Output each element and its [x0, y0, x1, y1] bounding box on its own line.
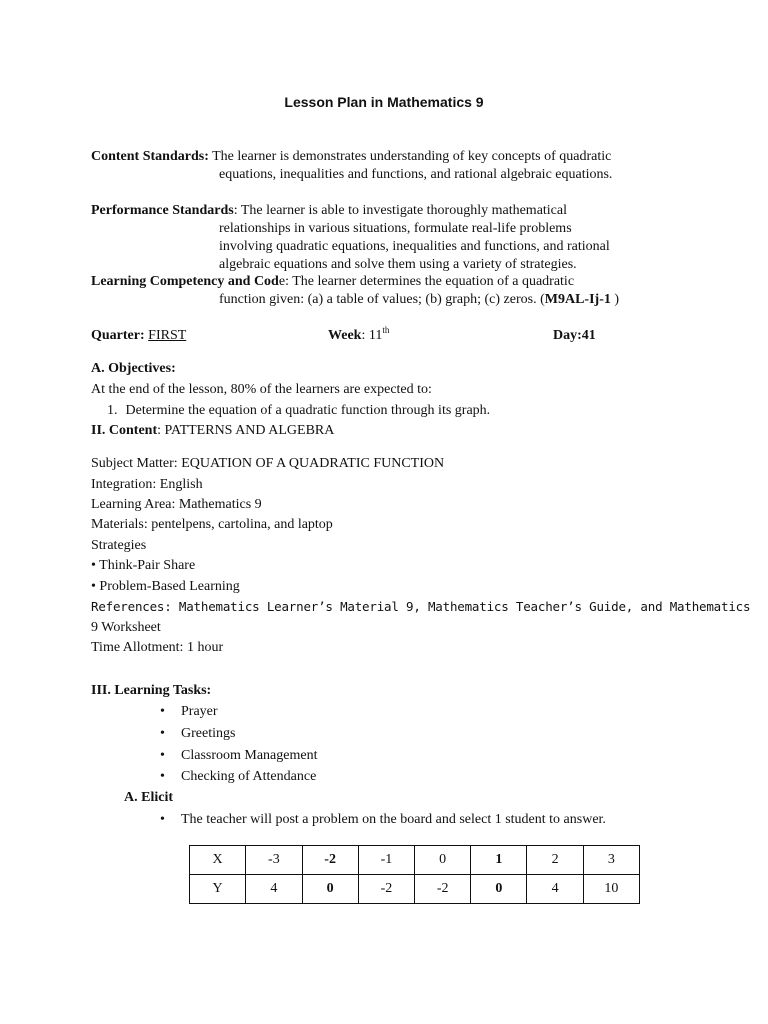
- bullet-icon: •: [160, 726, 165, 741]
- elicit-item-label: The teacher will post a problem on the board and select 1 student to answer.: [181, 812, 606, 827]
- elicit-item: [160, 810, 606, 830]
- objective-text: Determine the equation of a quadratic function through its graph.: [125, 403, 491, 418]
- table-row: [190, 846, 640, 875]
- y-cell: -2: [358, 875, 414, 904]
- list-item-label: Greetings: [181, 726, 236, 741]
- week-suffix: th: [382, 325, 390, 335]
- learning-competency: [91, 273, 691, 309]
- y-cell: 4: [246, 875, 302, 904]
- performance-standards-label: Performance Standards: [91, 203, 234, 218]
- list-item-label: Prayer: [181, 704, 218, 719]
- x-cell: 1: [471, 846, 527, 875]
- list-item: [160, 724, 236, 744]
- learning-area: Learning Area: Mathematics 9: [91, 497, 262, 512]
- y-cell: -2: [415, 875, 471, 904]
- integration: Integration: English: [91, 477, 203, 492]
- references: References: Mathematics Learner’s Material 9, Mathematics Teacher’s Guide, and Mathematics: [91, 599, 751, 614]
- content-standards-text-2: equations, inequalities and functions, and rational algebraic equations.: [219, 167, 613, 182]
- content-standards-text: The learner is demonstrates understanding of key concepts of quadratic: [208, 149, 612, 164]
- objectives-heading: A. Objectives:: [91, 361, 176, 376]
- strategy-item: • Think-Pair Share: [91, 558, 196, 573]
- y-cell: 0: [302, 875, 358, 904]
- subject-matter: Subject Matter: EQUATION OF A QUADRATIC FUNCTION: [91, 456, 445, 471]
- values-table: [189, 845, 640, 904]
- list-item: [160, 702, 218, 722]
- performance-standards-text: : The learner is able to investigate thoroughly mathematical: [233, 203, 568, 218]
- content-value: : PATTERNS AND ALGEBRA: [157, 423, 335, 438]
- strategy-item: • Problem-Based Learning: [91, 579, 240, 594]
- list-item: [160, 746, 318, 766]
- learning-competency-text-2: function given: (a) a table of values; (b) graph; (c) zeros. (: [219, 292, 545, 307]
- learning-competency-label: Learning Competency and Cod: [91, 274, 279, 289]
- bullet-icon: •: [160, 704, 165, 719]
- content-standards: [91, 148, 691, 184]
- performance-standards: [91, 202, 691, 274]
- day: Day:41: [553, 328, 596, 343]
- strategies-heading: Strategies: [91, 538, 147, 553]
- performance-standards-text-2: relationships in various situations, formulate real-life problems: [219, 221, 572, 236]
- quarter-label: Quarter:: [91, 328, 149, 343]
- content-line: [91, 421, 334, 441]
- time-allotment: Time Allotment: 1 hour: [91, 640, 224, 655]
- performance-standards-text-3: involving quadratic equations, inequalities and functions, and rational: [219, 239, 610, 254]
- quarter-value: FIRST: [148, 328, 187, 343]
- x-cell: 0: [415, 846, 471, 875]
- page-title: Lesson Plan in Mathematics 9: [284, 94, 484, 110]
- y-cell: 4: [527, 875, 583, 904]
- bullet-icon: •: [160, 812, 165, 827]
- content-label: II. Content: [91, 423, 158, 438]
- objectives-intro: At the end of the lesson, 80% of the learners are expected to:: [91, 382, 432, 397]
- table-row: [190, 875, 640, 904]
- list-item-label: Classroom Management: [181, 748, 318, 763]
- week-label: Week: [328, 328, 362, 343]
- y-label-cell: Y: [190, 875, 246, 904]
- objective-number: 1.: [107, 403, 118, 418]
- bullet-icon: •: [160, 748, 165, 763]
- objective-item: [107, 401, 490, 421]
- bullet-icon: •: [160, 769, 165, 784]
- week: [328, 326, 389, 346]
- performance-standards-text-4: algebraic equations and solve them using a variety of strategies.: [219, 257, 577, 272]
- x-label-cell: X: [190, 846, 246, 875]
- quarter: [91, 326, 186, 346]
- materials: Materials: pentelpens, cartolina, and laptop: [91, 517, 333, 532]
- x-cell: 2: [527, 846, 583, 875]
- learning-tasks-heading: III. Learning Tasks:: [91, 683, 212, 698]
- x-cell: 3: [583, 846, 639, 875]
- x-cell: -1: [358, 846, 414, 875]
- competency-code-close: ): [610, 292, 620, 307]
- content-standards-label: Content Standards:: [91, 149, 209, 164]
- y-cell: 10: [583, 875, 639, 904]
- week-value: : 11: [361, 328, 383, 343]
- list-item-label: Checking of Attendance: [181, 769, 317, 784]
- x-cell: -2: [302, 846, 358, 875]
- elicit-heading: A. Elicit: [124, 790, 173, 805]
- y-cell: 0: [471, 875, 527, 904]
- list-item: [160, 767, 317, 787]
- learning-competency-label-tail: e: [278, 274, 286, 289]
- x-cell: -3: [246, 846, 302, 875]
- references-continued: 9 Worksheet: [91, 620, 161, 635]
- learning-competency-text: : The learner determines the equation of a quadratic: [285, 274, 575, 289]
- competency-code: M9AL-Ij-1: [544, 292, 611, 307]
